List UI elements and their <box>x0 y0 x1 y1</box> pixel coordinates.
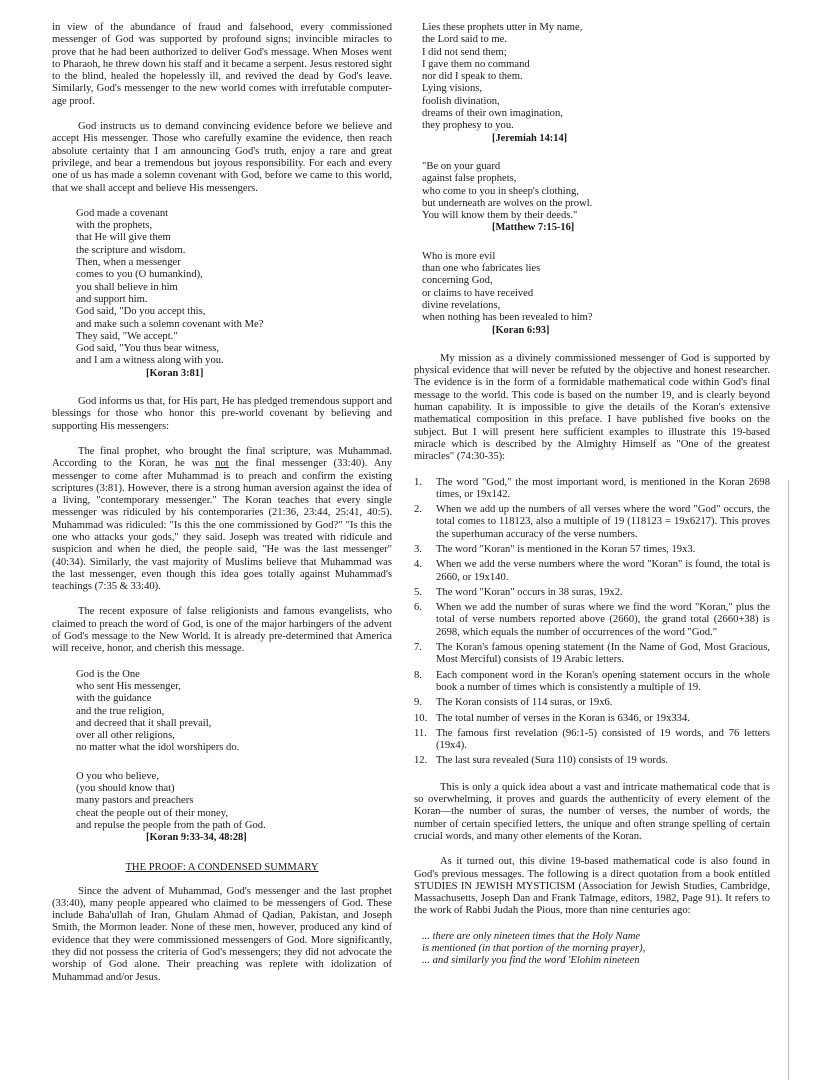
verse-line: O you who believe, <box>76 770 159 782</box>
verse-line: and repulse the people from the path of God. <box>76 819 266 831</box>
verse-line: over all other religions, <box>76 730 175 742</box>
verse-line: against false prophets, <box>422 173 517 185</box>
list-text: The Koran consists of 114 suras, or 19x6. <box>436 697 613 709</box>
verse-line: Lying visions, <box>422 83 483 95</box>
list-text: The last sura revealed (Sura 110) consists of 19 words. <box>436 755 669 767</box>
scan-margin-line <box>788 480 789 1080</box>
list-number: 3. <box>414 543 422 555</box>
quote-line: ... and similarly you find the word 'Elohim nineteen <box>422 955 640 967</box>
verse-line: nor did I speak to them. <box>422 71 523 83</box>
list-text: The total number of verses in the Koran is 6346, or 19x334. <box>436 712 690 724</box>
verse-line: God made a covenant <box>76 207 169 219</box>
verse-block <box>76 208 392 380</box>
paragraph: My mission as a divinely commissioned messenger of God is supported by physical evidence that will never be refuted by the objective and honest researcher. The evidence is in the form of a formidable mathematical code within God's final message to the world. This code is based on the number 19, and is clearly beyond human capability. It is impossible to give the details of the Koran's extensive mathematical composition in this preface. I have published five books on the subject. But I will present here sufficient examples to illustrate this 19-based miracle which is described by the Almighty Himself as "One of the greatest miracles" (74:30-35): <box>414 352 770 463</box>
section-title: THE PROOF: A CONDENSED SUMMARY <box>125 861 319 873</box>
right-column <box>414 22 770 968</box>
list-item <box>414 504 770 541</box>
verse-line: with the guidance <box>76 693 152 705</box>
verse-line: They said, "We accept." <box>76 330 178 342</box>
verse-block <box>422 251 770 337</box>
list-item <box>414 559 770 584</box>
verse-line: who come to you in sheep's clothing, <box>422 185 579 197</box>
verse-line: they prophesy to you. <box>422 120 514 132</box>
verse-block <box>422 161 770 235</box>
quote-line: ... there are only nineteen times that the Holy Name <box>422 930 641 942</box>
verse-line: You will know them by their deeds." <box>422 210 578 222</box>
verse-line: no matter what the idol worshipers do. <box>76 742 240 754</box>
verse-line: you shall believe in him <box>76 281 178 293</box>
verse-line: foolish divination, <box>422 95 500 107</box>
citation: [Koran 3:81] <box>146 367 204 379</box>
citation: [Matthew 7:15-16] <box>492 222 575 234</box>
paragraph: in view of the abundance of fraud and falsehood, every commissioned messenger of God was supported by profound signs; invincible miracles to prove that he had been authorized to deliver God's message. When Moses went to Pharaoh, he threw down his staff and it became a serpent. Jesus restored sight to the blind, healed the hopelessly ill, and revived the dead by God's leave. Similarly, God's messenger to the new world comes with irrefutable computer-age proof. <box>52 22 392 107</box>
verse-block <box>76 669 392 755</box>
verse-line: or claims to have received <box>422 287 534 299</box>
list-text: The word "God," the most important word, is mentioned in the Koran 2698 times, or 19x142. <box>436 476 770 500</box>
list-number: 5. <box>414 586 422 598</box>
list-item <box>414 697 770 709</box>
verse-line: with the prophets, <box>76 220 153 232</box>
text-run: The final prophet, who brought the final scripture, was Muhammad. According to the Koran, he was <box>52 445 392 470</box>
list-number: 10. <box>414 712 428 724</box>
verse-line: the scripture and wisdom. <box>76 244 186 256</box>
list-text: When we add the number of suras where we find the word "Koran," plus the total of verse numbers reported above (2660), the grand total (2660+38) is 2698, which equals the number of occurrences of the word "God." <box>436 602 770 638</box>
list-text: Each component word in the Koran's opening statement occurs in the whole book a number of times which is consistently a multiple of 19. <box>436 669 770 693</box>
list-number: 12. <box>414 755 428 767</box>
verse-line: and support him. <box>76 293 148 305</box>
verse-line: "Be on your guard <box>422 160 501 172</box>
evidence-list <box>414 477 770 768</box>
list-number: 6. <box>414 602 422 614</box>
verse-line: and make such a solemn covenant with Me? <box>76 318 264 330</box>
verse-line: but underneath are wolves on the prowl. <box>422 197 593 209</box>
list-number: 8. <box>414 669 422 681</box>
list-item <box>414 670 770 695</box>
verse-line: dreams of their own imagination, <box>422 108 563 120</box>
paragraph: This is only a quick idea about a vast and intricate mathematical code that is so overwhelming, it proves and guards the authenticity of every element of the Koran—the number of suras, the number of verses, the number of words, the number of certain specified letters, the unique and often strange spelling of certain crucial words, and many other elements of the Koran. <box>414 781 770 842</box>
quotation <box>422 931 770 968</box>
verse-line: comes to you (O humankind), <box>76 269 203 281</box>
list-number: 7. <box>414 642 422 654</box>
list-text: The Koran's famous opening statement (In the Name of God, Most Gracious, Most Merciful) consists of 19 Arabic letters. <box>436 642 770 666</box>
left-column <box>52 22 392 997</box>
list-item <box>414 477 770 502</box>
paragraph: God informs us that, for His part, He has pledged tremendous support and blessings for those who honor this pre-world covenant by believing and supporting His messengers: <box>52 396 392 432</box>
paragraph <box>52 446 392 594</box>
list-number: 11. <box>414 727 427 739</box>
verse-line: the Lord said to me. <box>422 34 508 46</box>
text-run: the final messenger (33:40). Any messenger to come after Muhammad is to preach and confirm the existing scriptures (3:81). However, there is a strong human aversion against the idea of a living, "contemporary messenger." The Koran teaches that every single messenger was ridiculed by his contemporaries (21:36, 23:44, 25:41, 40:5). Muhammad was ridiculed: "Is this the one commissioned by God?" "Is this the one who attacks your gods," they said. Joseph was treated with ridicule and suspicion and when he died, the people said, "He was the last messenger" (40:34). Similarly, the vast majority of Muslims believe that Muhammad was the last messenger, even though this idea goes totally against Muhammad's teachings (7:35 & 33:40). <box>52 458 392 593</box>
list-number: 4. <box>414 559 422 571</box>
list-item <box>414 587 770 599</box>
verse-line: who sent His messenger, <box>76 680 181 692</box>
verse-line: than one who fabricates lies <box>422 263 541 275</box>
list-item <box>414 602 770 639</box>
verse-line: I did not send them; <box>422 46 507 58</box>
verse-line: I gave them no command <box>422 58 530 70</box>
list-text: When we add the verse numbers where the word "Koran" is found, the total is 2660, or 19x140. <box>436 559 770 583</box>
list-text: The word "Koran" is mentioned in the Koran 57 times, 19x3. <box>436 543 696 555</box>
verse-line: and decreed that it shall prevail, <box>76 717 212 729</box>
citation: [Jeremiah 14:14] <box>492 132 568 144</box>
citation: [Koran 9:33-34, 48:28] <box>146 832 247 844</box>
list-number: 2. <box>414 504 422 516</box>
verse-line: God is the One <box>76 668 140 680</box>
list-item <box>414 728 770 753</box>
list-number: 9. <box>414 697 422 709</box>
list-text: The famous first revelation (96:1-5) consisted of 19 words, and 76 letters (19x4). <box>436 727 770 752</box>
list-item <box>414 713 770 725</box>
verse-line: (you should know that) <box>76 783 175 795</box>
verse-line: that He will give them <box>76 232 171 244</box>
verse-line: Who is more evil <box>422 250 496 262</box>
verse-block <box>76 771 392 845</box>
paragraph: As it turned out, this divine 19-based mathematical code is also found in God's previous messages. The following is a direct quotation from a book entitled STUDIES IN JEWISH MYSTICISM (Association for Jewish Studies, Cambridge, Massachusetts, Joseph Dan and Frank Talmage, editors, 1982, Page 91). It refers to the work of Rabbi Judah the Pious, more than nine centuries ago: <box>414 856 770 917</box>
list-number: 1. <box>414 476 422 488</box>
paragraph: Since the advent of Muhammad, God's messenger and the last prophet (33:40), many people appeared who claimed to be messengers of God. These include Baha'ullah of Iran, Ghulam Ahmad of Qadian, Pakistan, and Joseph Smith, the Mormon leader. None of these men, however, produced any kind of evidence that they were commissioned messengers of God. More significantly, they did not possess the criteria of God's messengers; they did not advocate the worship of God alone. Their preaching was replete with idolization of Muhammad and/or Jesus. <box>52 885 392 983</box>
citation: [Koran 6:93] <box>492 324 550 336</box>
list-text: The word "Koran" occurs in 38 suras, 19x2. <box>436 586 623 598</box>
verse-line: concerning God, <box>422 275 493 287</box>
verse-line: and I am a witness along with you. <box>76 355 224 367</box>
verse-line: cheat the people out of their money, <box>76 807 228 819</box>
verse-line: God said, "You thus bear witness, <box>76 343 220 355</box>
verse-line: many pastors and preachers <box>76 795 194 807</box>
list-item <box>414 642 770 667</box>
verse-block <box>422 22 770 145</box>
verse-line: Then, when a messenger <box>76 257 181 269</box>
verse-line: when nothing has been revealed to him? <box>422 312 593 324</box>
verse-line: God said, "Do you accept this, <box>76 306 206 318</box>
list-item <box>414 755 770 767</box>
paragraph: God instructs us to demand convincing evidence before we believe and accept His messenger. Those who carefully examine the evidence, then reach absolute certainty that I am announcing God's truth, enjoy a rare and great privilege, and bear a tremendous but joyous responsibility. For each and every one of us has made a solemn covenant with God, before we came to this world, that we shall accept and believe His messengers. <box>52 121 392 194</box>
quote-line: is mentioned (in that portion of the morning prayer), <box>422 943 646 954</box>
verse-line: divine revelations, <box>422 299 501 311</box>
paragraph: The recent exposure of false religionists and famous evangelists, who claimed to preach the word of God, is one of the major harbingers of the advent of God's message to the New World. It is already pre-determined that America will receive, honor, and cherish this message. <box>52 606 392 655</box>
list-item <box>414 544 770 556</box>
verse-line: and the true religion, <box>76 705 165 717</box>
list-text: When we add up the numbers of all verses where the word "God" occurs, the total comes to 118123, also a multiple of 19 (118123 = 19x6217). This proves the superhuman accuracy of the verse numbers. <box>436 504 770 540</box>
emphasis-not: not <box>215 458 229 470</box>
verse-line: Lies these prophets utter in My name, <box>422 22 583 33</box>
